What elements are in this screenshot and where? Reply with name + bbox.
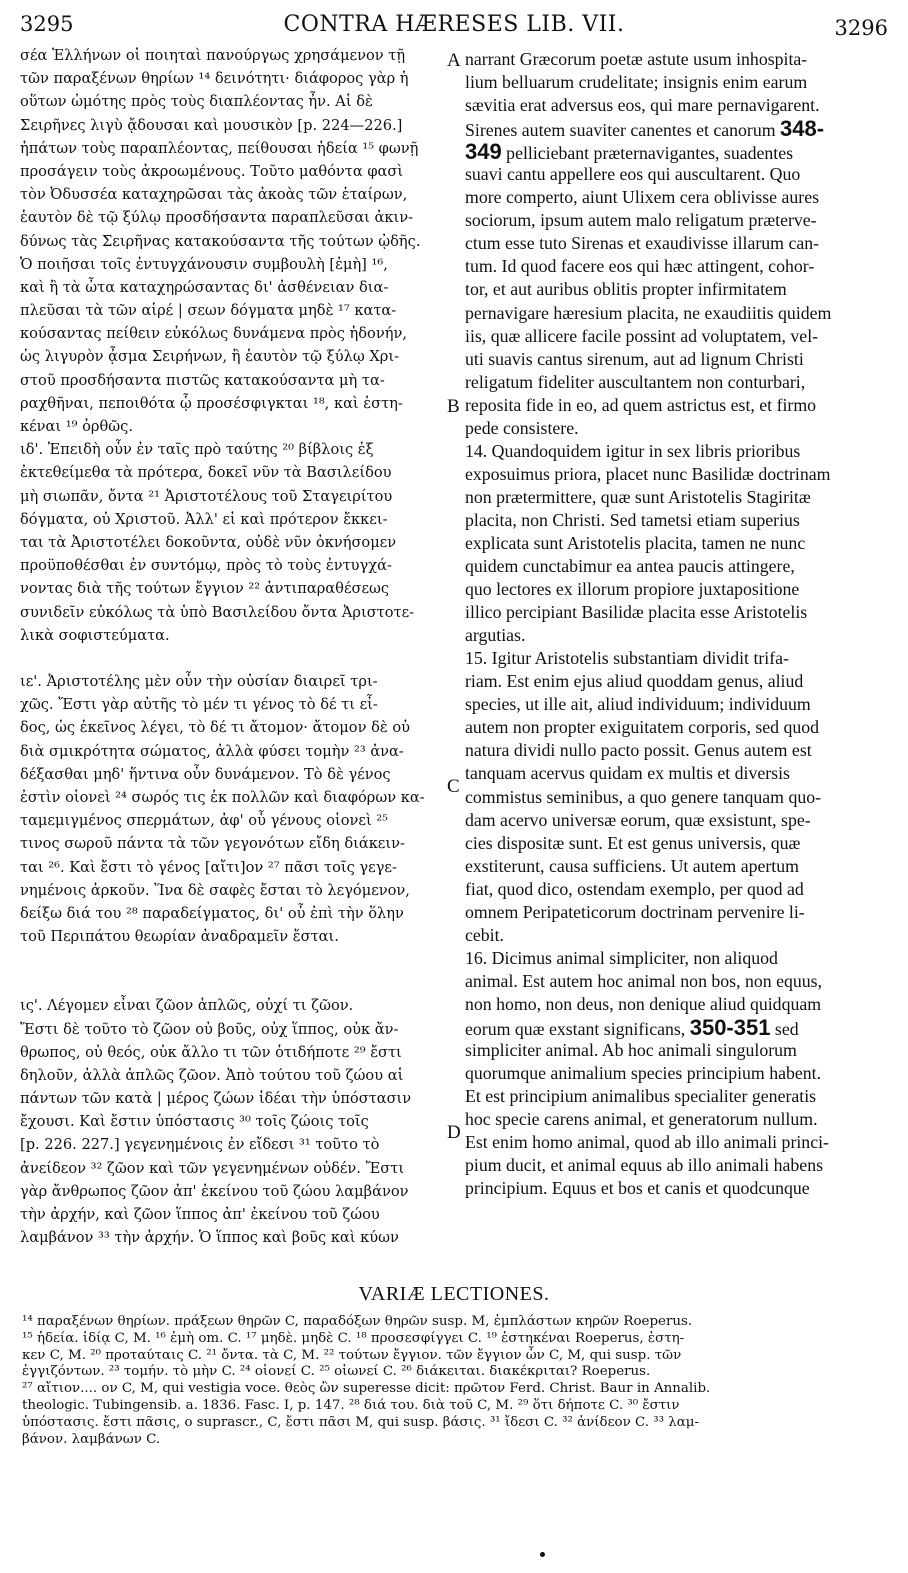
latin-line	[465, 140, 893, 163]
page-number-left: 3295	[20, 12, 74, 36]
latin-line: exposuimus priora, placet nunc Basilidæ doctrinam	[465, 463, 831, 484]
greek-line: ραχθῆναι, πεποιθότα ᾧ προσέσφιγκται ¹⁸, καὶ ἑστη-	[20, 394, 403, 412]
latin-line: uti suavis cantus sirenum, aut ad lignum Christi	[465, 348, 804, 369]
latin-column	[465, 48, 893, 1200]
latin-line: cies dispositæ sunt. Et est genus universis, quæ	[465, 832, 801, 853]
latin-line: natura dividi nullo pacto possit. Genus autem est	[465, 740, 812, 761]
latin-line: principium. Equus et bos et canis et quodcunque	[465, 1178, 810, 1199]
margin-letter-a: A	[447, 50, 461, 71]
latin-line	[465, 117, 893, 140]
greek-line: ἐστὶν οἱονεὶ ²⁴ σωρός τις ἐκ πολλῶν καὶ διαφόρων κα-	[20, 789, 425, 806]
latin-line: sociorum, ipsum autem malo religatum prætervе-	[465, 210, 817, 231]
latin-line: 14. Quandoquidem igitur in sex libris prioribus	[465, 440, 801, 461]
latin-line: placita, non Christi. Sed tametsi etiam superius	[465, 509, 800, 530]
greek-line: λαμβάνον ³³ τὴν ἀρχήν. Ὁ ἵππος καὶ βοῦς καὶ κύων	[20, 1229, 399, 1247]
latin-line: ctum esse tuto Sirenas et exaudivisse illarum can-	[465, 233, 820, 254]
latin-line: 16. Dicimus animal simpliciter, non aliquod	[465, 947, 778, 968]
greek-line: ιδ'. Ἐπειδὴ οὖν ἐν ταῖς πρὸ ταύτης ²⁰ βίβλοις ἐξ	[20, 441, 374, 459]
page-header	[20, 6, 888, 40]
latin-line: narrant Græcorum poetæ astute usum inhospita-	[465, 49, 808, 69]
latin-line: pium ducit, et animal equus ab illo animali habens	[465, 1155, 824, 1176]
latin-line: omnem Peripateticorum doctrinam pervenire li-	[465, 901, 805, 922]
greek-line: ιε'. Ἀριστοτέλης μὲν οὖν τὴν οὐσίαν διαιρεῖ τρι-	[20, 673, 378, 691]
greek-line: τῶν παραξένων θηρίων ¹⁴ δεινότητι· διάφορος γὰρ ἡ	[20, 70, 409, 88]
latin-line: tor, et aut auribus oblitis propter infirmitatem	[465, 279, 787, 300]
greek-line: καὶ ἢ τὰ ὦτα καταχηρώσαντας δι' ἀσθένειαν δια-	[20, 278, 389, 296]
latin-line: lium belluarum crudelitate; insignis enim earum	[465, 72, 808, 93]
latin-line: iis, quæ allicere facile possint ad voluptatem, vel-	[465, 325, 819, 346]
latin-text: pelliciebant præternavigantes, suadentes	[506, 143, 794, 164]
latin-line	[465, 1016, 893, 1039]
note-line: ¹⁴ παραξένων θηρίων. πράξεων θηρῶν C, παραδόξων θηρῶν susp. M, ἐμπλάστων κηρῶν Roeperus.	[22, 1314, 693, 1329]
latin-line: exstiterunt, causa sufficiens. Ut autem apertum	[465, 855, 799, 876]
latin-line: tum. Id quod facere eos qui hæc attingent, cohor-	[465, 256, 815, 277]
greek-line: κέναι ¹⁹ ὀρθῶς.	[20, 418, 133, 435]
greek-line: [p. 226. 227.] γεγενημένοις ἐν εἴδεσι ³¹ τοῦτο τὸ	[20, 1136, 380, 1154]
greek-line: προϋποθέσθαι ἐν συντόμῳ, πρὸς τὸ τοὺς ἐντυγχά-	[20, 557, 392, 575]
latin-line: argutias.	[465, 625, 526, 646]
latin-line: commistus seminibus, a quo genere tanquam quo-	[465, 786, 822, 807]
greek-line: προσάγειν τοὺς ἀκροωμένους. Τοῦτο μαθόντα φασὶ	[20, 162, 404, 180]
note-line: κεν C, M. ²⁰ προταύταις C. ²¹ ὄντα. τὰ C, M. ²² τούτων ἔγγιον. τῶν ἔγγιον ὧν C, M, qui susp. τῶν	[22, 1347, 682, 1363]
note-line: ¹⁵ ἡδεία. ἰδίᾳ C, M. ¹⁶ ἐμὴ om. C. ¹⁷ μηδὲ. μηδὲ C. ¹⁸ προσεσφίγγει C. ¹⁹ ἑστηκέναι Roeperus, ἑστη-	[22, 1330, 685, 1346]
greek-line: γὰρ ἄνθρωπος ζῶον ἀπ' ἐκείνου τοῦ ζώου λαμβάνον	[20, 1182, 409, 1200]
latin-line: quidem cunctabimur ea antea paucis attingere,	[465, 556, 795, 577]
greek-line: ταμεμιγμένος σπερμάτων, ἀφ' οὗ γένους οἱονεὶ ²⁵	[20, 812, 389, 830]
greek-line: ις'. Λέγομεν εἶναι ζῶον ἁπλῶς, οὐχί τι ζῶον.	[20, 997, 354, 1015]
greek-line: πλεῦσαι τὰ τῶν αἱρέ | σεων δόγματα μηδὲ ¹⁷ κατα-	[20, 302, 397, 320]
latin-line: dam acervo universæ eorum, quæ exsistunt, spe-	[465, 809, 811, 830]
margin-letter-b: B	[447, 396, 460, 417]
note-line: ²⁷ αἴτιον.... ον C, M, qui vestigia voce. θεὸς ὢν superesse dicit: πρῶτον Ferd. Christ. Baur in Annalib.	[22, 1381, 711, 1397]
greek-line: τινος σωροῦ πάντα τὰ τῶν γεγονότων εἴδη διάκειν-	[20, 835, 405, 853]
greek-line: δος, ὡς ἐκεῖνος λέγει, τὸ δέ τι ἄτομον· ἄτομον δὲ οὐ	[20, 719, 410, 737]
greek-line: τὸν Ὀδυσσέα καταχηρῶσαι τὰς ἀκοὰς τῶν ἑταίρων,	[20, 186, 408, 204]
note-line: βάνον. λαμβάνων C.	[22, 1431, 161, 1447]
greek-line: δύνως τὰς Σειρῆνας κατακούσαντα τῆς τούτων ᾠδῆς.	[20, 232, 421, 250]
greek-line: διὰ σμικρότητα σώματος, ἀλλὰ φύσει τομὴν ²³ ἀνα-	[20, 742, 404, 760]
page-ref-349: 349	[465, 139, 502, 165]
latin-line: animal. Est autem hoc animal non bos, non equus,	[465, 970, 823, 991]
greek-line: ὡς λιγυρὸν ᾆσμα Σειρήνων, ἢ ἑαυτὸν τῷ ξύλῳ Χρι-	[20, 348, 400, 366]
greek-line: ται τὰ Ἀριστοτέλει δοκοῦντα, οὐδὲ νῦν ὀκνήσομεν	[20, 533, 397, 551]
latin-line: religatum fideliter auscultantem non conturbari,	[465, 371, 806, 392]
note-line: ὑπόστασις. ἔστι πᾶσις, o suprascr., C, ἔστι πᾶσι M, qui susp. βάσις. ³¹ ἴδεσι C. ³² ἀνίδεον C. ³³ λαμ-	[22, 1414, 700, 1430]
latin-line: reposita fide in eo, ad quem astrictus est, et firmo	[465, 394, 817, 415]
greek-line: θρωπος, οὐ θεός, οὐκ ἄλλο τι τῶν ὁτιδήποτε ²⁹ ἔστι	[20, 1043, 402, 1061]
note-line: theologic. Tubingensib. a. 1836. Fasc. I, p. 147. ²⁸ διά του. διὰ τοῦ C, M. ²⁹ ὅτι δήποτε C. ³⁰ ἔστιν	[22, 1397, 680, 1413]
greek-line: οὕτων ὠμότης πρὸς τοὺς διαπλέοντας ἦν. Αἱ δὲ	[20, 93, 373, 111]
greek-line: ται ²⁶. Καὶ ἔστι τὸ γένος [αἴτι]ον ²⁷ πᾶσι τοῖς γεγε-	[20, 858, 397, 876]
greek-line: σέα Ἑλλήνων οἱ ποιηταὶ πανούργως χρησάμενον τῇ	[20, 47, 406, 64]
margin-letter-c: C	[447, 776, 460, 797]
latin-line: species, ut ille ait, aliud individuum; individuum	[465, 694, 811, 715]
latin-text: sed	[774, 1018, 799, 1039]
latin-line: pernavigare hæresium placita, ne exaudiitis quidem	[465, 302, 832, 323]
greek-line: τὴν ἀρχήν, καὶ ζῶον ἵππος ἀπ' ἐκείνου τοῦ ζώου	[20, 1206, 380, 1223]
latin-line: tanquam acervus quidam ex multis et diversis	[465, 763, 790, 784]
greek-line: Σειρῆνες λιγὺ ᾄδουσαι καὶ μουσικὸν [p. 224—226.]	[20, 116, 403, 134]
greek-line: δέξασθαι μηδ' ἥντινα οὖν δυνάμενον. Τὸ δὲ γένος	[20, 765, 391, 783]
latin-line: fiat, quod dico, ostendam exemplo, per quod ad	[465, 878, 804, 899]
latin-line: Est enim homo animal, quod ab illo animali princi-	[465, 1132, 829, 1153]
greek-column	[20, 44, 445, 1249]
greek-line: ἐκτεθείμεθα τὰ πρότερα, δοκεῖ νῦν τὰ Βασιλείδου	[20, 464, 392, 482]
note-line: ἐγγιζόντων. ²³ τομήν. τὸ μὴν C. ²⁴ οἱονεί C. ²⁵ οἰωνεί C. ²⁶ διάκειται. διακέκριται? Roeperus.	[22, 1364, 651, 1380]
latin-line: suavi cantu appellere eos qui auscultarent. Quo	[465, 164, 801, 185]
latin-line: non prætermittere, quæ sunt Aristotelis Stagiritæ	[465, 486, 811, 507]
greek-line: νημένοις ἀρκοῦν. Ἵνα δὲ σαφὲς ἔσται τὸ λεγόμενον,	[20, 881, 410, 899]
greek-line: δείξω διά του ²⁸ παραδείγματος, δι' οὗ ἐπὶ τὴν ὅλην	[20, 904, 404, 922]
latin-line: illico percipiant Basilidæ placita esse Aristotelis	[465, 602, 808, 623]
latin-text: Sirenes autem suaviter canentes et canorum	[465, 120, 776, 141]
latin-line: quo lectores ex illorum propiore juxtapositione	[465, 579, 800, 600]
latin-line: cebit.	[465, 924, 505, 945]
greek-line: πάντων τῶν κατὰ | μέρος ζώων ἰδέαι τὴν ὑπόστασιν	[20, 1090, 412, 1108]
greek-line: Ἔστι δὲ τοῦτο τὸ ζῶον οὐ βοῦς, οὐχ ἵππος, οὐκ ἄν-	[20, 1020, 399, 1038]
latin-line: hoc specie carens animal, et generatorum nullum.	[465, 1109, 818, 1130]
greek-line: χῶς. Ἔστι γὰρ αὐτῆς τὸ μέν τι γένος τὸ δέ τι εἶ-	[20, 696, 378, 714]
greek-line: ἀνείδεον ³² ζῶον καὶ τῶν γεγενημένων οὐδέν. Ἔστι	[20, 1159, 405, 1177]
variae-lectiones-heading: VARIÆ LECTIONES.	[358, 1283, 550, 1305]
greek-line: ἠπάτων τοὺς παραπλέοντας, πείθουσαι ἡδεία ¹⁵ φωνῇ	[20, 139, 419, 157]
latin-line: explicata sunt Aristotelis placita, tamen ne nunc	[465, 532, 806, 553]
greek-line: συνιδεῖν εὐκόλως τὰ ὑπὸ Βασιλείδου ὄντα Ἀριστοτε-	[20, 603, 415, 621]
latin-line: non homo, non deus, non denique aliud quidquam	[465, 993, 822, 1014]
latin-line: quorumque animalium species principium habent.	[465, 1063, 822, 1084]
running-title: CONTRA HÆRESES LIB. VII.	[283, 12, 625, 37]
latin-line: Et est principium animalibus specialiter generatis	[465, 1086, 817, 1107]
margin-letter-d: D	[447, 1122, 461, 1143]
greek-line: τοῦ Περιπάτου θεωρίαν ἀναδραμεῖν ἔσται.	[20, 928, 339, 946]
latin-line: simpliciter animal. Ab hoc animali singulorum	[465, 1040, 797, 1061]
greek-line: ἔχουσι. Καὶ ἔστιν ὑπόστασις ³⁰ τοῖς ζώοις τοῖς	[20, 1113, 369, 1131]
latin-line: riam. Est enim ejus aliud quoddam genus, aliud	[465, 671, 804, 692]
greek-line: ἑαυτὸν δὲ τῷ ξύλῳ προσδήσαντα παραπλεῦσαι ἀκιν-	[20, 209, 414, 227]
variant-readings-notes	[22, 1314, 890, 1448]
latin-line: 15. Igitur Aristotelis substantiam dividit trifa-	[465, 648, 789, 669]
greek-line: νοντας διὰ τῆς τούτων ἔγγιον ²² ἀντιπαραθέσεως	[20, 580, 390, 598]
greek-line: στοῦ προσδήσαντα πιστῶς κατακούσαντα μὴ τα-	[20, 371, 385, 389]
latin-line: pede consistere.	[465, 417, 579, 438]
greek-line: δόγματα, οὐ Χριστοῦ. Ἀλλ' εἰ καὶ πρότερον ἔκκει-	[20, 510, 388, 528]
greek-line: δηλοῦν, ἀλλὰ ἁπλῶς ζῶον. Ἀπὸ τούτου τοῦ ζώου αἱ	[20, 1066, 404, 1084]
page-ref-350-351: 350-351	[689, 1014, 771, 1040]
greek-line: λικὰ σοφιστεύματα.	[20, 626, 170, 644]
stray-ink-dot	[540, 1552, 545, 1557]
latin-line: more comperto, aiunt Ulixem cera oblivisse aures	[465, 187, 820, 208]
greek-line: κούσαντας πείθειν εὐκόλως δυνάμενα πρὸς ἡδονήν,	[20, 325, 407, 343]
page-number-right: 3296	[834, 16, 888, 40]
latin-line: autem non propter exiguitatem corporis, sed quod	[465, 717, 820, 738]
latin-line: sævitia erat adversus eos, qui mare pernavigarent.	[465, 95, 820, 116]
greek-line: μὴ σιωπᾶν, ὄντα ²¹ Ἀριστοτέλους τοῦ Σταγειρίτου	[20, 487, 393, 505]
latin-text: eorum quæ exstant significans,	[465, 1018, 686, 1039]
page-ref-348: 348-	[780, 116, 825, 142]
greek-line: Ὁ ποιῆσαι τοῖς ἐντυγχάνουσιν συμβουλὴ [ἐμὴ] ¹⁶,	[20, 255, 388, 273]
